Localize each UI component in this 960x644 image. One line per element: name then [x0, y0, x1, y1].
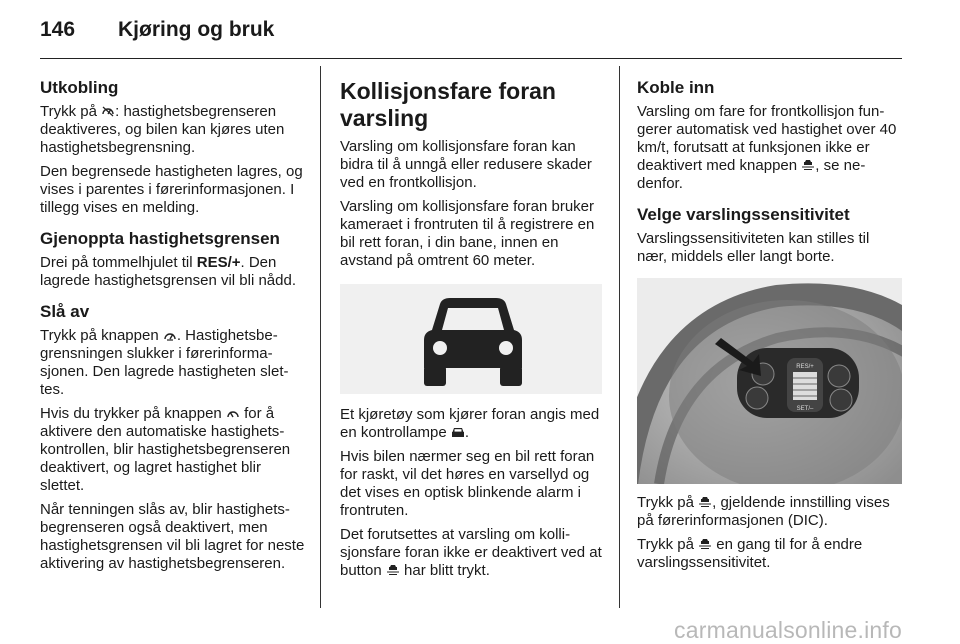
- heading-utkobling: Utkobling: [40, 78, 119, 97]
- paragraph: Når tenningen slås av, blir hastighetsbegrenseren også deaktivert, men hastighetsgrensen vil bli lagret for neste aktivering av hastighetsbegrenseren.: [40, 501, 305, 572]
- res-label: RES/+: [796, 364, 814, 370]
- heading-gjenoppta: Gjenoppta hastighetsgrensen: [40, 229, 280, 248]
- paragraph: Det forutsettes at varsling om kollisjonsfare foran ikke er deaktivert ved at button har blitt trykt.: [340, 526, 602, 579]
- column-divider: [619, 66, 620, 608]
- heading-velge: Velge varslingssensitivitet: [637, 205, 850, 224]
- paragraph: Hvis bilen nærmer seg en bil rett foran for raskt, vil det høres en varsellyd og det vises en optisk blinkende alarm i frontruten.: [340, 448, 595, 519]
- paragraph: Drei på tommelhjulet til RES/+. Den lagrede hastighetsgrensen vil bli nådd.: [40, 254, 297, 289]
- paragraph: Trykk på : hastighetsbegrenseren deaktiveres, og bilen kan kjøres uten hastighetsbegrensning.: [40, 103, 285, 156]
- speed-limiter-off-icon: [101, 104, 115, 116]
- column-1: [40, 78, 305, 579]
- paragraph: Trykk på , gjeldende innstilling vises på førerinformasjonen (DIC).: [637, 494, 890, 529]
- collision-sensitivity-icon: [698, 495, 712, 507]
- car-front-icon: [418, 294, 528, 386]
- column-3: [637, 78, 902, 578]
- vehicle-ahead-indicator-figure: [340, 284, 602, 394]
- steering-wheel-illustration: [637, 278, 902, 484]
- column-divider: [320, 66, 321, 608]
- cruise-control-icon: [226, 406, 240, 418]
- collision-sensitivity-icon: [386, 563, 400, 575]
- page-header: [40, 18, 274, 42]
- header-rule: [40, 58, 902, 59]
- paragraph: Varslingssensitiviteten kan stilles til nær, middels eller langt borte.: [637, 230, 870, 265]
- car-front-icon: [451, 425, 465, 437]
- paragraph: Varsling om fare for frontkollisjon fungerer automatisk ved hastighet over 40 km/t, forutsatt at funksjonen ikke er deaktivert med knappen , se nedenfor.: [637, 103, 897, 192]
- section-title: Kjøring og bruk: [118, 18, 275, 41]
- paragraph: Varsling om kollisjonsfare foran kan bidra til å unngå eller redusere skader ved en frontkollisjon.: [340, 138, 592, 191]
- speed-limiter-icon: [163, 328, 177, 340]
- paragraph: Trykk på en gang til for å endre varslingssensitivitet.: [637, 536, 863, 571]
- paragraph: Et kjøretøy som kjører foran angis med en kontrollampe .: [340, 406, 600, 441]
- steering-wheel-figure: [637, 278, 902, 484]
- heading-kollisjonsfare: Kollisjonsfare foran varsling: [340, 78, 556, 131]
- paragraph: Hvis du trykker på knappen for å aktivere den automatiske hastighetskontrollen, blir hastighetsbegrenseren deaktivert, og lagret hastighet blir slettet.: [40, 405, 291, 494]
- page-number: 146: [40, 18, 76, 41]
- paragraph: Varsling om kollisjonsfare foran bruker kameraet i frontruten til å registrere en bil rett foran, i din bane, innen en avstand på omtrent 60 meter.: [340, 198, 595, 269]
- set-label: SET/–: [796, 406, 814, 412]
- heading-koble-inn: Koble inn: [637, 78, 715, 97]
- collision-sensitivity-icon: [698, 537, 712, 549]
- paragraph: Trykk på knappen . Hastighetsbegrensningen slukker i førerinformasjonen. Den lagrede hastigheten slettes.: [40, 327, 289, 398]
- column-2: [340, 78, 602, 586]
- heading-sla-av: Slå av: [40, 302, 90, 321]
- collision-sensitivity-icon: [801, 158, 815, 170]
- watermark: carmanualsonline.info: [674, 617, 902, 643]
- paragraph: Den begrensede hastigheten lagres, og vises i parentes i førerinformasjonen. I tillegg vises en melding.: [40, 163, 303, 216]
